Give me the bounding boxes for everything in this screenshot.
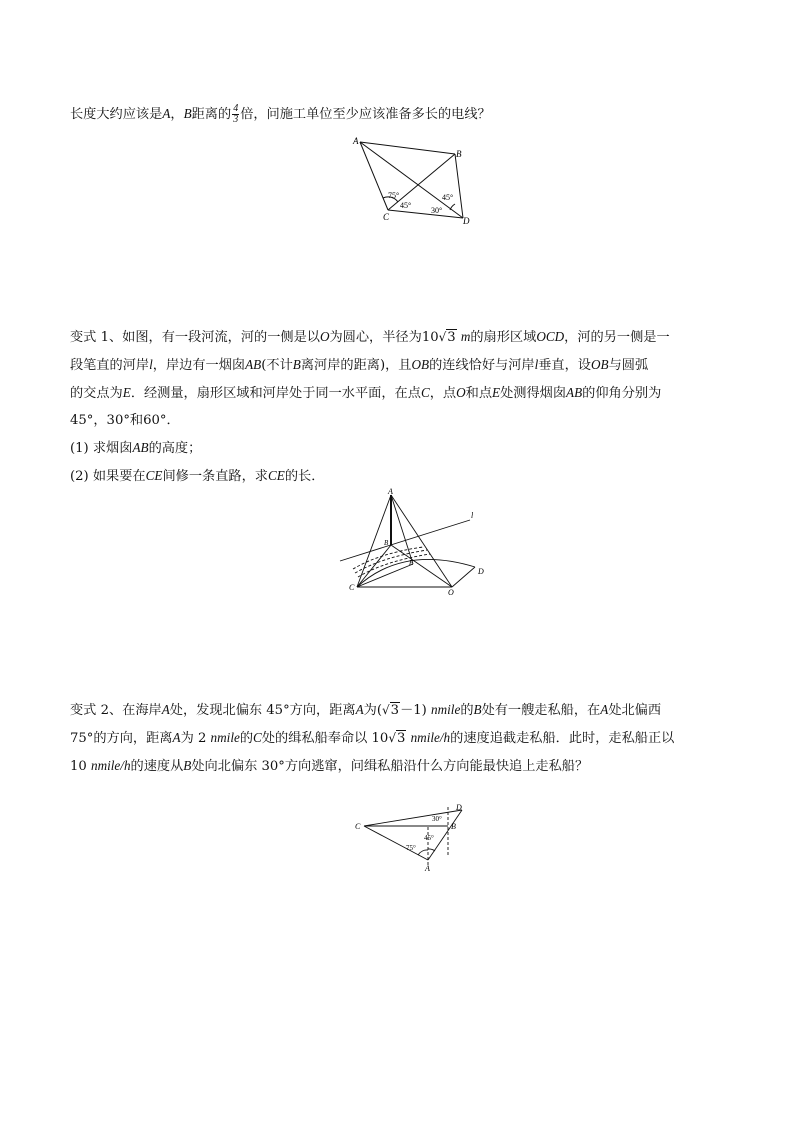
- label-D: D: [463, 216, 470, 226]
- variant1-line-1: [70, 323, 730, 351]
- text: 处北偏西: [608, 703, 662, 718]
- text: 倍，问施工单位至少应该准备多长的电线？: [240, 107, 491, 122]
- text: 为圆心，半径为: [329, 330, 422, 345]
- var-C: C: [253, 730, 262, 745]
- text: 变式 1、如图，有一段河流，河的一侧是以: [70, 330, 320, 345]
- variant2-block: [70, 696, 730, 780]
- text: 的: [460, 703, 474, 718]
- text: 与圆弧: [608, 358, 649, 373]
- label-D: D: [478, 567, 484, 576]
- var-AB: AB: [566, 385, 583, 400]
- line-OD: [452, 567, 475, 587]
- var-B: B: [292, 357, 301, 372]
- text: 的连线恰好与河岸: [429, 358, 535, 373]
- variant1-line-3: [70, 379, 730, 407]
- sqrt-symbol: √: [382, 703, 390, 717]
- edge-DC: [388, 210, 463, 218]
- text: ，点: [429, 386, 457, 401]
- text: 垂直，设: [538, 358, 591, 373]
- sqrt-radicand: 3: [390, 703, 400, 718]
- text: 的高度；: [148, 441, 202, 456]
- edge-BD: [455, 154, 463, 218]
- text: 处向北偏东 30°方向逃窜，问缉私船沿什么方向能最快追上走私船？: [191, 759, 589, 774]
- label-C: C: [383, 212, 390, 222]
- label-O: O: [448, 588, 454, 597]
- text: 为(: [363, 703, 383, 718]
- angle-label: 45°: [424, 834, 434, 842]
- text: 的长．: [284, 469, 325, 484]
- fraction: [232, 104, 239, 125]
- angle-label: 30°: [432, 815, 442, 823]
- angle-label: 30°: [431, 206, 443, 215]
- var-AB: AB: [132, 440, 149, 455]
- var-AB: AB: [245, 357, 262, 372]
- label-A: A: [388, 487, 393, 496]
- text: 的速度从: [130, 759, 184, 774]
- label-B: B: [451, 822, 456, 831]
- angle-arc: [418, 850, 428, 855]
- text: 和点: [465, 386, 493, 401]
- var-E: E: [122, 385, 131, 400]
- sqrt-symbol: √: [388, 731, 396, 745]
- text: 的速度追截走私船．此时，走私船正以: [450, 731, 675, 746]
- frac-numerator: 4: [233, 103, 239, 114]
- var-A: A: [161, 702, 170, 717]
- label-B: B: [384, 539, 389, 547]
- number: 10: [421, 330, 439, 345]
- text: ．经测量，扇形区域和河岸处于同一水平面，在点: [130, 386, 421, 401]
- frac-denominator: 3: [233, 114, 239, 125]
- sqrt-symbol: √: [438, 330, 447, 344]
- text: 75°的方向，距离: [70, 731, 173, 746]
- var-O: O: [319, 329, 330, 344]
- angle-label: 45°: [442, 193, 454, 202]
- text: 的仰角分别为: [582, 386, 662, 401]
- text: ，: [170, 107, 184, 122]
- label-E: E: [409, 559, 414, 567]
- var-A: A: [355, 702, 364, 717]
- text: ，河的另一侧是一: [564, 330, 670, 345]
- text: －1): [400, 703, 427, 718]
- angle-arc: [428, 849, 435, 851]
- text: (1) 求烟囱: [70, 441, 133, 456]
- text: 处有一艘走私船，在: [481, 703, 601, 718]
- variant2-line-3: [70, 752, 730, 780]
- variant2-line-1: [70, 696, 730, 724]
- text: 处，发现北偏东 45°方向，距离: [169, 703, 356, 718]
- angle-arc: [450, 204, 455, 210]
- text: 的交点为: [70, 386, 123, 401]
- text: 段笔直的河岸: [70, 358, 150, 373]
- var-A: A: [162, 106, 171, 121]
- angle-label: 75°: [388, 191, 400, 200]
- var-OB: OB: [411, 357, 430, 372]
- var-O: O: [456, 385, 466, 400]
- text: 距离的: [191, 107, 232, 122]
- variant1-block: [70, 323, 730, 490]
- label-C: C: [355, 822, 361, 831]
- figure-ship-pursuit: [350, 805, 475, 880]
- variant1-question-1: [70, 434, 730, 462]
- text: 处的缉私船奉命以 10: [261, 731, 389, 746]
- variant1-line-4: 45°，30°和60°．: [70, 413, 180, 428]
- var-C: C: [420, 385, 430, 400]
- text: 变式 2、在海岸: [70, 703, 162, 718]
- sqrt-radicand: 3: [447, 330, 456, 345]
- unit: nmile: [210, 730, 240, 745]
- var-l: l: [534, 357, 539, 372]
- label-B: B: [456, 149, 462, 159]
- unit: m: [460, 329, 471, 344]
- unit: nmile: [431, 702, 461, 717]
- angle-label: 75°: [406, 844, 416, 852]
- figure-chimney-river: [335, 485, 495, 600]
- label-C: C: [349, 583, 355, 592]
- text: 离河岸的距离)，且: [300, 358, 412, 373]
- text: 长度大约应该是: [70, 107, 163, 122]
- figure-quadrilateral: [345, 132, 475, 227]
- text: (不计: [261, 358, 293, 373]
- line-AE: [391, 495, 413, 564]
- var-CE: CE: [267, 468, 285, 483]
- var-OB: OB: [591, 357, 609, 372]
- label-A: A: [425, 864, 430, 873]
- text: 的扇形区域: [470, 330, 537, 345]
- unit: nmile/h: [90, 758, 131, 773]
- var-A: A: [172, 730, 181, 745]
- var-A: A: [600, 702, 609, 717]
- line-AO: [391, 495, 452, 587]
- variant2-line-2: [70, 724, 730, 752]
- var-OCD: OCD: [536, 329, 565, 344]
- text: 为 2: [180, 731, 207, 746]
- label-l: l: [471, 511, 474, 520]
- var-B: B: [183, 758, 192, 773]
- var-l: l: [149, 357, 153, 372]
- text: ，岸边有一烟囱: [152, 358, 246, 373]
- variant1-line-2: [70, 351, 730, 379]
- text: (2) 如果要在: [70, 469, 146, 484]
- text: 间修一条直路，求: [162, 469, 268, 484]
- angle-label: 45°: [400, 201, 412, 210]
- var-B: B: [183, 106, 192, 121]
- number: 10: [70, 759, 87, 774]
- text: 处测得烟囱: [500, 386, 567, 401]
- line-CB: [357, 545, 391, 587]
- var-B: B: [473, 702, 482, 717]
- label-A: A: [353, 136, 359, 146]
- var-E: E: [492, 385, 501, 400]
- label-D: D: [456, 803, 462, 812]
- text: 的: [239, 731, 254, 746]
- line-CD: [364, 810, 462, 826]
- var-CE: CE: [145, 468, 163, 483]
- unit: nmile/h: [410, 730, 451, 745]
- intro-line: [70, 100, 730, 128]
- sqrt-radicand: 3: [396, 731, 406, 746]
